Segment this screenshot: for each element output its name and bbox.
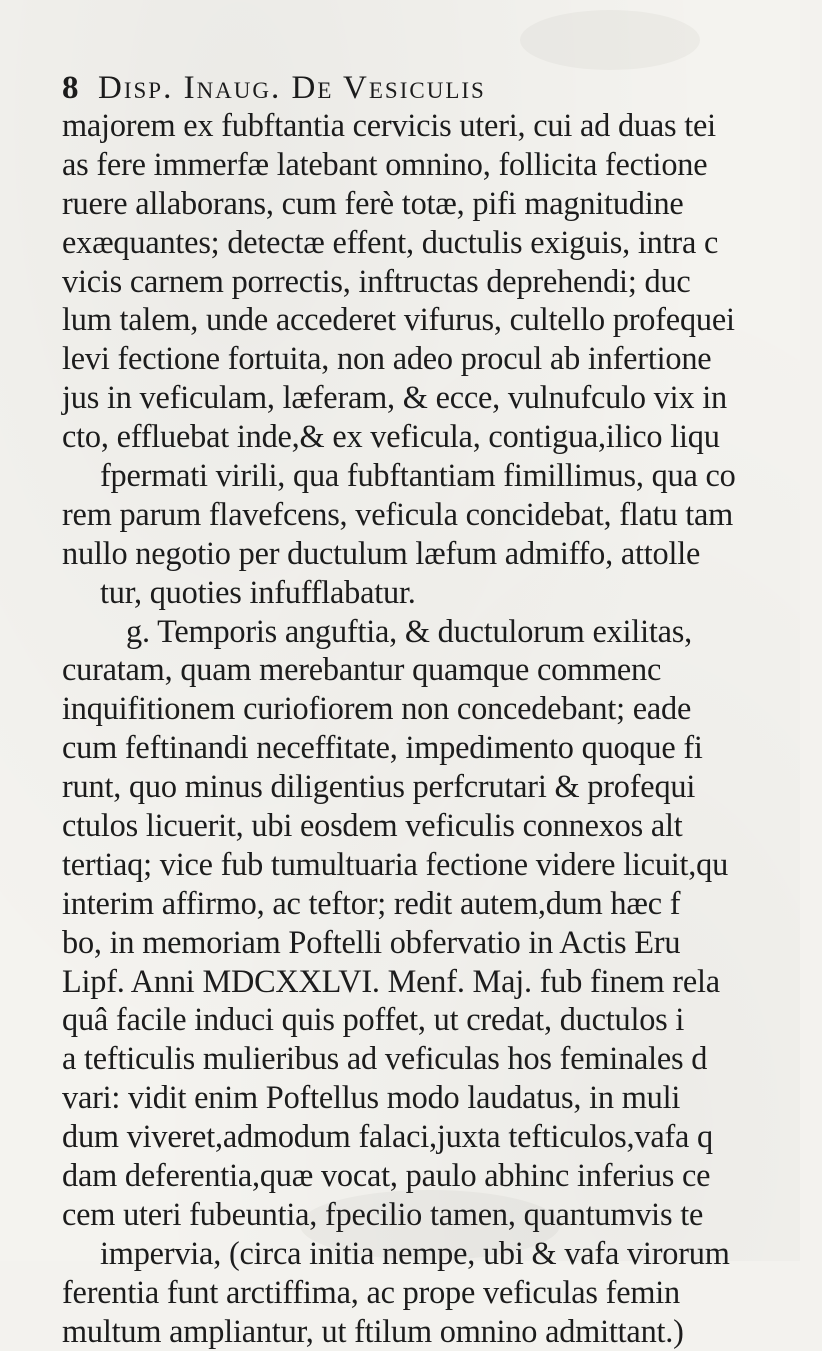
text-line: quâ facile induci quis poffet, ut credat, ductulos i	[62, 1001, 685, 1038]
text-line: cum feftinandi neceffitate, impedimento quoque fi	[62, 729, 703, 766]
text-line: majorem ex fubftantia cervicis uteri, cui ad duas tei	[62, 107, 716, 143]
text-line: vicis carnem porrectis, inftructas deprehendi; duc	[62, 262, 691, 299]
running-head: Disp. Inaug. De Vesiculis	[98, 70, 486, 106]
text-line: bo, in memoriam Poftelli obfervatio in Actis Eru	[62, 923, 681, 960]
text-line: inquifitionem curiofiorem non concedebant; eade	[62, 690, 692, 727]
text-line: tertiaq; vice fub tumultuaria fectione videre licuit,qu	[62, 845, 729, 882]
text-line: Lipf. Anni MDCXXLVI. Menf. Maj. fub finem rela	[62, 962, 720, 999]
text-line: tur, quoties infufflabatur.	[100, 573, 416, 610]
body-text	[62, 106, 822, 1351]
text-line: cto, effluebat inde,& ex veficula, contigua,ilico liqu	[62, 418, 720, 455]
text-line: vari: vidit enim Poftellus modo laudatus, in muli	[62, 1079, 681, 1116]
text-line: ctulos licuerit, ubi eosdem veficulis connexos alt	[62, 807, 683, 844]
text-line: fpermati virili, qua fubftantiam fimillimus, qua co	[100, 457, 736, 494]
text-line: nullo negotio per ductulum læfum admiffo, attolle	[62, 534, 701, 571]
paper-stain	[520, 10, 700, 70]
text-line: multum ampliantur, ut ftilum omnino admittant.)	[62, 1312, 684, 1349]
text-line: jus in veficulam, læferam, & ecce, vulnufculo vix in	[62, 379, 727, 416]
text-line: cem uteri fubeuntia, fpecilio tamen, quantumvis te	[62, 1195, 704, 1232]
text-line: impervia, (circa initia nempe, ubi & vafa virorum	[100, 1234, 730, 1271]
paragraph-start-line: g. Temporis anguftia, & ductulorum exilitas,	[126, 612, 692, 649]
text-line: ferentia funt arctiffima, ac prope veficulas femin	[62, 1273, 680, 1310]
text-line: levi fectione fortuita, non adeo procul ab infertione	[62, 340, 712, 377]
text-line: curatam, quam merebantur quamque commenc	[62, 651, 662, 688]
text-line: interim affirmo, ac teftor; redit autem,dum hæc f	[62, 884, 681, 921]
page-number: 8	[62, 70, 79, 106]
text-line: lum talem, unde accederet vifurus, cultello profequei	[62, 301, 735, 338]
text-line: dam deferentia,quæ vocat, paulo abhinc inferius ce	[62, 1157, 711, 1194]
text-line: dum viveret,admodum falaci,juxta tefticulos,vafa q	[62, 1118, 713, 1155]
text-line: as fere immerfæ latebant omnino, follicita fectione	[62, 145, 708, 182]
text-line: runt, quo minus diligentius perfcrutari & profequi	[62, 768, 696, 805]
text-line: exæquantes; detectæ effent, ductulis exiguis, intra c	[62, 223, 719, 260]
text-line: rem parum flavefcens, veficula concidebat, flatu tam	[62, 495, 734, 532]
text-line: ruere allaborans, cum ferè totæ, pifi magnitudine	[62, 184, 684, 221]
text-line: a tefticulis mulieribus ad veficulas hos feminales d	[62, 1040, 708, 1077]
page-header	[62, 68, 802, 108]
